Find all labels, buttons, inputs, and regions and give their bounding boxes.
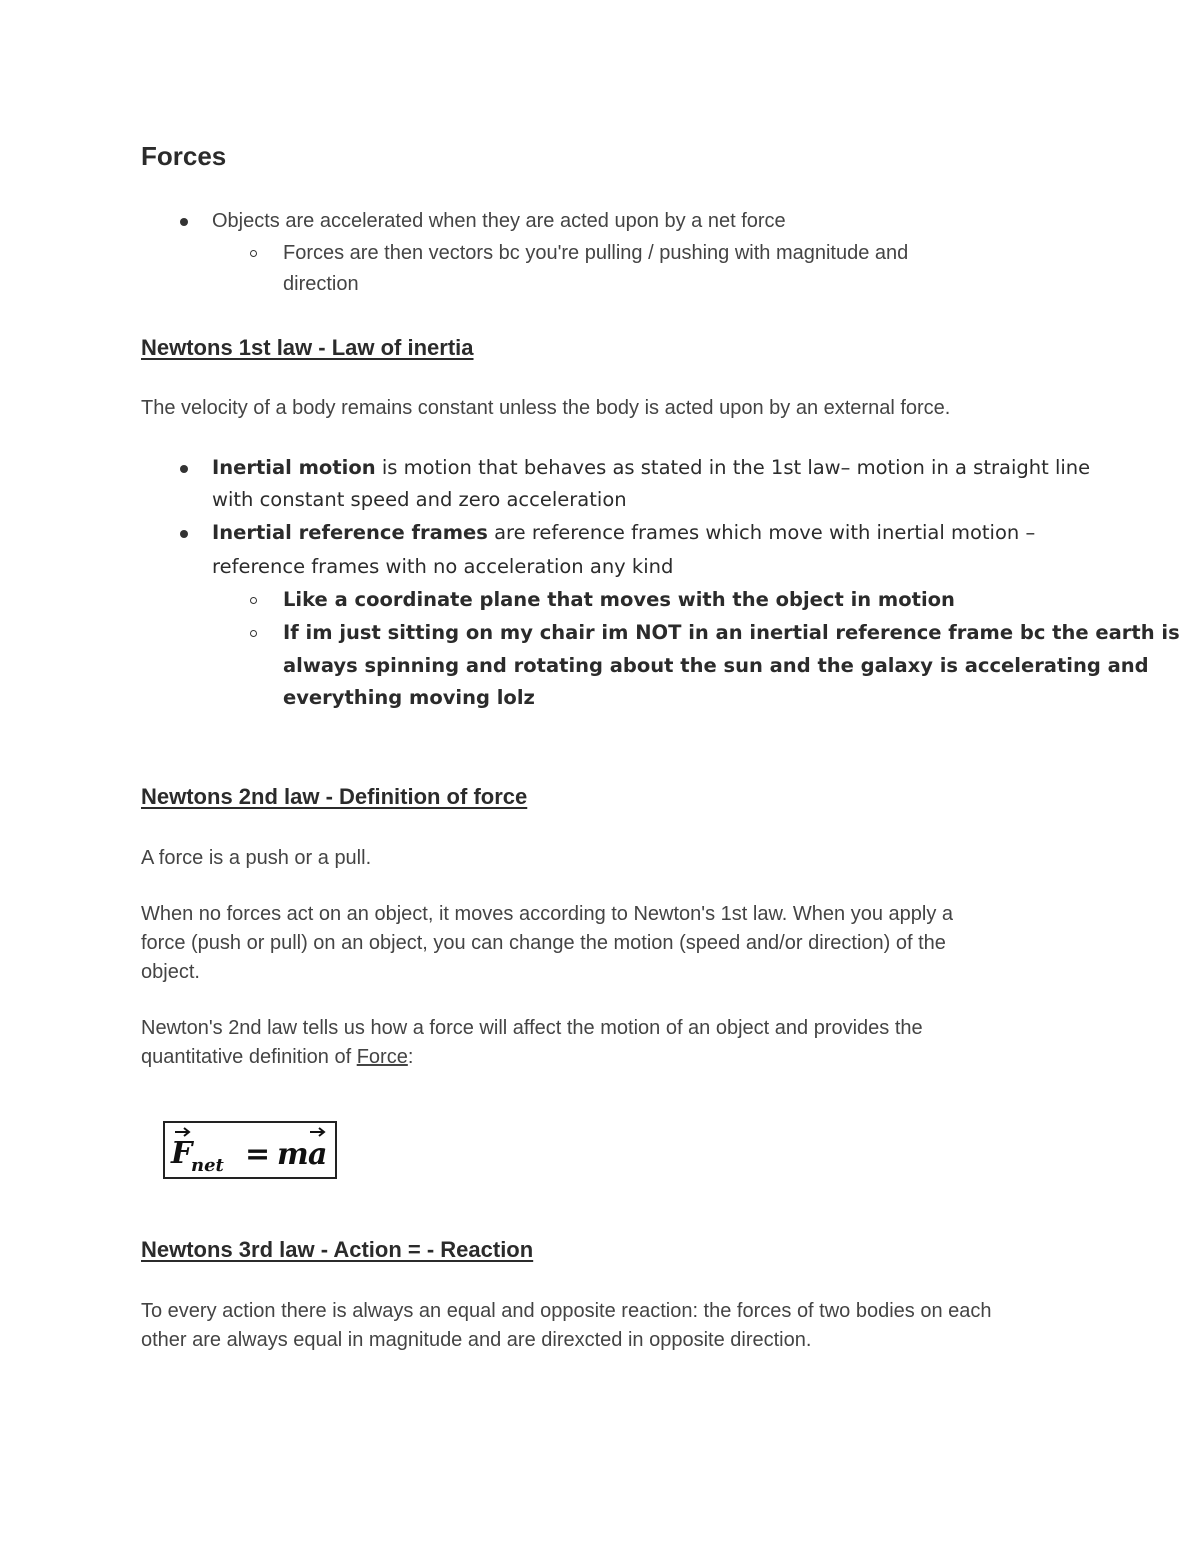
law1-bullet-1-text: is motion that behaves as stated in the 1st law– motion in a straight line xyxy=(375,456,1091,479)
sub-bullet-icon xyxy=(250,250,257,257)
law1-sub-bullet-2-line-2: always spinning and rotating about the sun and the galaxy is accelerating and xyxy=(283,654,1149,677)
intro-sub-bullet-line-2: direction xyxy=(283,273,359,295)
law2-paragraph-3-colon: : xyxy=(407,1046,414,1068)
vector-arrow-icon xyxy=(310,1128,324,1136)
formula-svg xyxy=(165,1123,334,1176)
law1-sub-bullet-2-line-1: If im just sitting on my chair im NOT in an inertial reference frame bc the earth is xyxy=(283,621,1180,644)
intro-bullet-1: Objects are accelerated when they are acted upon by a net force xyxy=(212,210,786,232)
sub-bullet-icon xyxy=(250,597,257,604)
force-link[interactable]: Force xyxy=(356,1046,408,1068)
law1-bullet-2-line-2: reference frames with no acceleration any kind xyxy=(212,555,674,578)
law1-statement: The velocity of a body remains constant unless the body is acted upon by an external force. xyxy=(141,397,951,419)
law2-heading: Newtons 2nd law - Definition of force xyxy=(141,784,528,809)
law3-paragraph-line-1: To every action there is always an equal and opposite reaction: the forces of two bodies on each xyxy=(141,1300,992,1322)
formula-m: m xyxy=(277,1137,309,1172)
law1-bullet-1-line-1 xyxy=(212,452,1090,485)
law2-paragraph-1: A force is a push or a pull. xyxy=(141,847,372,869)
intro-sub-bullet-line-1: Forces are then vectors bc you're pulling / pushing with magnitude and xyxy=(283,242,909,264)
law3-heading: Newtons 3rd law - Action = - Reaction xyxy=(141,1237,534,1262)
bullet-icon xyxy=(180,530,188,538)
law1-bullet-1-line-2: with constant speed and zero acceleration xyxy=(212,488,627,511)
law2-paragraph-2-line-3: object. xyxy=(141,961,200,983)
formula-F: F xyxy=(171,1136,193,1171)
formula-box xyxy=(163,1121,337,1179)
bullet-icon xyxy=(180,465,188,473)
law2-paragraph-2-line-1: When no forces act on an object, it moves according to Newton's 1st law. When you apply a xyxy=(141,903,954,925)
term-inertial-reference-frames: Inertial reference frames xyxy=(212,521,488,544)
law1-sub-bullet-1: Like a coordinate plane that moves with the object in motion xyxy=(283,588,955,611)
formula-a: a xyxy=(308,1137,328,1172)
law1-heading: Newtons 1st law - Law of inertia xyxy=(141,335,474,360)
formula-subscript: net xyxy=(191,1155,224,1176)
page-title: Forces xyxy=(141,141,227,171)
formula-equals: = xyxy=(245,1137,271,1172)
law1-sub-bullet-2-line-3: everything moving lolz xyxy=(283,686,535,709)
term-inertial-motion: Inertial motion xyxy=(212,456,376,479)
law2-paragraph-2-line-2: force (push or pull) on an object, you can change the motion (speed and/or direction) of the xyxy=(141,932,946,954)
law2-paragraph-3-line-2 xyxy=(141,1042,413,1072)
sub-bullet-icon xyxy=(250,630,257,637)
law1-bullet-2-line-1 xyxy=(212,517,1035,550)
law2-paragraph-3-line-1: Newton's 2nd law tells us how a force will affect the motion of an object and provides the xyxy=(141,1017,923,1039)
vector-arrow-icon xyxy=(175,1128,189,1136)
law2-paragraph-3-text: quantitative definition of xyxy=(141,1046,357,1068)
bullet-icon xyxy=(180,218,188,226)
law1-bullet-2-text: are reference frames which move with inertial motion – xyxy=(487,521,1036,544)
law3-paragraph-line-2: other are always equal in magnitude and are direxcted in opposite direction. xyxy=(141,1329,812,1351)
